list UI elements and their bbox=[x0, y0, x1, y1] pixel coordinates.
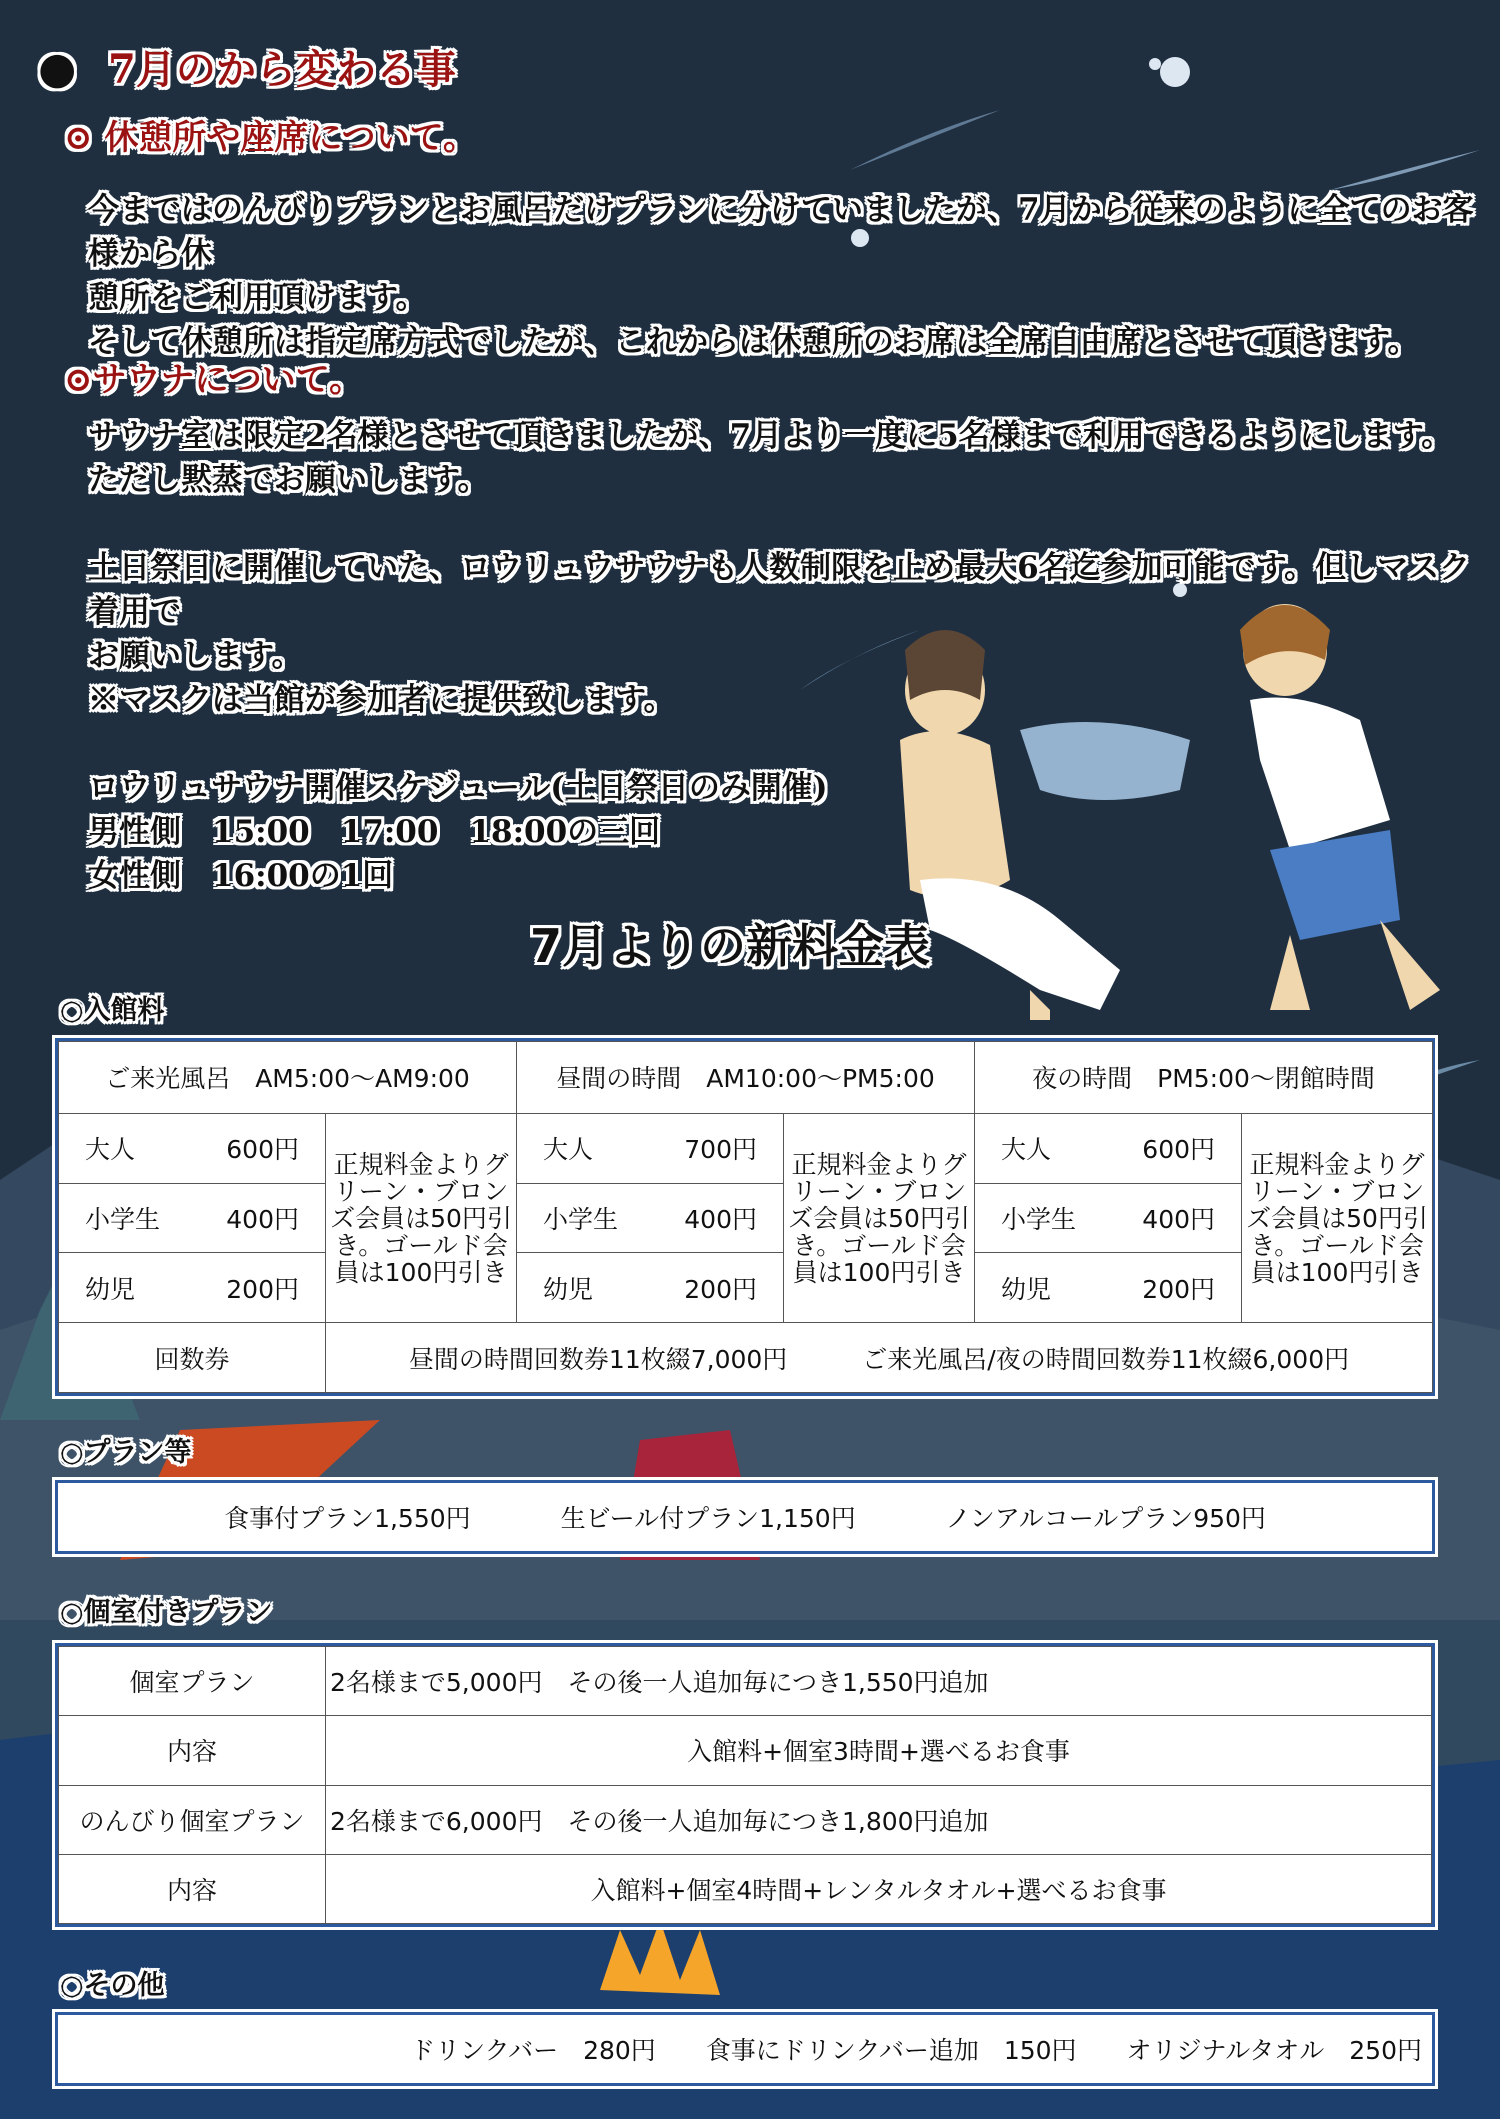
note-line: ズ会員は50円引 bbox=[788, 1203, 970, 1233]
note-line: 正規料金よりグ bbox=[791, 1149, 967, 1179]
other-items: ドリンクバー 280円 食事にドリンクバー追加 150円 オリジナルタオル 250円 bbox=[410, 2036, 1422, 2065]
price-value: 200円 bbox=[684, 1274, 757, 1304]
note-line: リーン・ブロン bbox=[1249, 1176, 1425, 1206]
sauna-line bbox=[88, 722, 1478, 766]
sauna-section-title bbox=[64, 352, 363, 401]
price-value: 200円 bbox=[226, 1274, 299, 1304]
age-label: 小学生 bbox=[85, 1205, 161, 1234]
admission-table bbox=[55, 1038, 1435, 1396]
private-label: ○個室付きプラン bbox=[60, 1597, 273, 1628]
note-line: 員は100円引き bbox=[1250, 1257, 1424, 1287]
plans-label: ○プラン等 bbox=[60, 1437, 192, 1468]
sauna-line: ※マスクは当館が参加者に提供致します。 bbox=[88, 682, 675, 718]
price-cell bbox=[59, 1113, 326, 1183]
price-value: 600円 bbox=[226, 1135, 299, 1165]
note-line: 員は100円引き bbox=[334, 1257, 508, 1287]
plan-detail: 入館料+個室4時間+レンタルタオル+選べるお食事 bbox=[326, 1854, 1432, 1923]
price-cell bbox=[975, 1183, 1242, 1253]
sauna-line: 男性側 15:00 17:00 18:00の三回 bbox=[88, 814, 661, 850]
ticket-label: 回数券 bbox=[59, 1323, 326, 1393]
discount-note bbox=[326, 1113, 517, 1322]
note-line: き。ゴールド会 bbox=[1250, 1230, 1424, 1260]
sauna-line: お願いします。 bbox=[88, 638, 303, 674]
sauna-title-text: ⊙サウナについて。 bbox=[64, 360, 364, 400]
discount-note bbox=[784, 1113, 975, 1322]
age-label: 大人 bbox=[543, 1135, 594, 1165]
price-cell bbox=[975, 1113, 1242, 1183]
plan-item: ノンアルコールプラン950円 bbox=[945, 1504, 1266, 1533]
price-value: 400円 bbox=[226, 1205, 299, 1234]
main-heading bbox=[38, 38, 456, 95]
note-line: 正規料金よりグ bbox=[333, 1149, 509, 1179]
price-cell bbox=[59, 1253, 326, 1323]
sauna-line: ただし黙蒸でお願いします。 bbox=[88, 462, 489, 498]
other-box bbox=[55, 2012, 1435, 2086]
note-line: リーン・ブロン bbox=[333, 1176, 509, 1206]
rest-line: そして休憩所は指定席方式でしたが、これからは休憩所のお席は全席自由席とさせて頂きます。 bbox=[88, 324, 1419, 360]
plan-name: 内容 bbox=[59, 1854, 326, 1923]
period-header: 昼間の時間 AM10:00〜PM5:00 bbox=[517, 1042, 975, 1114]
sauna-line bbox=[88, 502, 1478, 546]
price-value: 600円 bbox=[1142, 1135, 1216, 1165]
age-label: 幼児 bbox=[1001, 1274, 1052, 1304]
sauna-line: ロウリュサウナ開催スケジュール(土日祭日のみ開催) bbox=[88, 770, 828, 806]
plan-item: 生ビール付プラン1,150円 bbox=[560, 1504, 856, 1533]
sauna-body bbox=[88, 414, 1478, 898]
plans-box bbox=[55, 1480, 1435, 1554]
note-line: き。ゴールド会 bbox=[792, 1230, 966, 1260]
rest-body bbox=[88, 188, 1478, 364]
admission-label: ○入館料 bbox=[60, 995, 165, 1026]
period-header: ご来光風呂 AM5:00〜AM9:00 bbox=[59, 1042, 517, 1114]
other-label: ○その他 bbox=[60, 1970, 165, 2001]
note-line: き。ゴールド会 bbox=[334, 1230, 508, 1260]
sauna-line: 女性側 16:00の1回 bbox=[88, 858, 394, 894]
sauna-line: サウナ室は限定2名様とさせて頂きましたが、7月より一度に5名様まで利用できるようにします。 bbox=[88, 418, 1453, 454]
rest-line: 憩所をご利用頂けます。 bbox=[88, 280, 427, 316]
private-table bbox=[55, 1643, 1435, 1927]
plan-name: のんびり個室プラン bbox=[59, 1785, 326, 1854]
price-cell bbox=[59, 1183, 326, 1253]
plan-name: 個室プラン bbox=[59, 1647, 326, 1716]
age-label: 幼児 bbox=[85, 1274, 136, 1304]
price-cell bbox=[517, 1113, 784, 1183]
plan-name: 内容 bbox=[59, 1716, 326, 1785]
price-table-title: 7月よりの新料金表 bbox=[530, 919, 931, 973]
rest-line: 今まではのんびりプランとお風呂だけプランに分けていましたが、7月から従来のように全てのお客様から休 bbox=[88, 192, 1474, 272]
rest-section-title bbox=[64, 110, 477, 159]
period-header: 夜の時間 PM5:00〜閉館時間 bbox=[975, 1042, 1433, 1114]
note-line: ズ会員は50円引 bbox=[1246, 1203, 1428, 1233]
age-label: 幼児 bbox=[543, 1274, 594, 1304]
age-label: 大人 bbox=[1001, 1135, 1052, 1165]
plan-detail: 2名様まで5,000円 その後一人追加毎につき1,550円追加 bbox=[326, 1647, 1432, 1716]
price-cell bbox=[975, 1253, 1242, 1323]
plan-item: 食事付プラン1,550円 bbox=[224, 1504, 471, 1533]
price-cell bbox=[517, 1183, 784, 1253]
ticket-text: 昼間の時間回数券11枚綴7,000円 ご来光風呂/夜の時間回数券11枚綴6,000円 bbox=[326, 1323, 1433, 1393]
age-label: 大人 bbox=[85, 1135, 136, 1165]
price-cell bbox=[517, 1253, 784, 1323]
discount-note bbox=[1242, 1113, 1433, 1322]
age-label: 小学生 bbox=[1001, 1205, 1077, 1234]
sauna-line: 土日祭日に開催していた、ロウリュウサウナも人数制限を止め最大6名迄参加可能です。但しマスク着用で bbox=[88, 550, 1471, 630]
bullet-icon: ● bbox=[38, 43, 77, 94]
age-label: 小学生 bbox=[543, 1205, 619, 1234]
note-line: ズ会員は50円引 bbox=[330, 1203, 512, 1233]
rest-title-text: ⊙ 休憩所や座席について。 bbox=[64, 118, 477, 158]
note-line: 員は100円引き bbox=[792, 1257, 966, 1287]
note-line: リーン・ブロン bbox=[791, 1176, 967, 1206]
price-value: 200円 bbox=[1142, 1274, 1216, 1304]
price-value: 400円 bbox=[1142, 1205, 1216, 1234]
plan-detail: 入館料+個室3時間+選べるお食事 bbox=[326, 1716, 1432, 1785]
note-line: 正規料金よりグ bbox=[1249, 1149, 1425, 1179]
price-value: 700円 bbox=[684, 1135, 757, 1165]
main-title: 7月のから変わる事 bbox=[107, 46, 456, 93]
price-value: 400円 bbox=[684, 1205, 757, 1234]
plan-detail: 2名様まで6,000円 その後一人追加毎につき1,800円追加 bbox=[326, 1785, 1432, 1854]
